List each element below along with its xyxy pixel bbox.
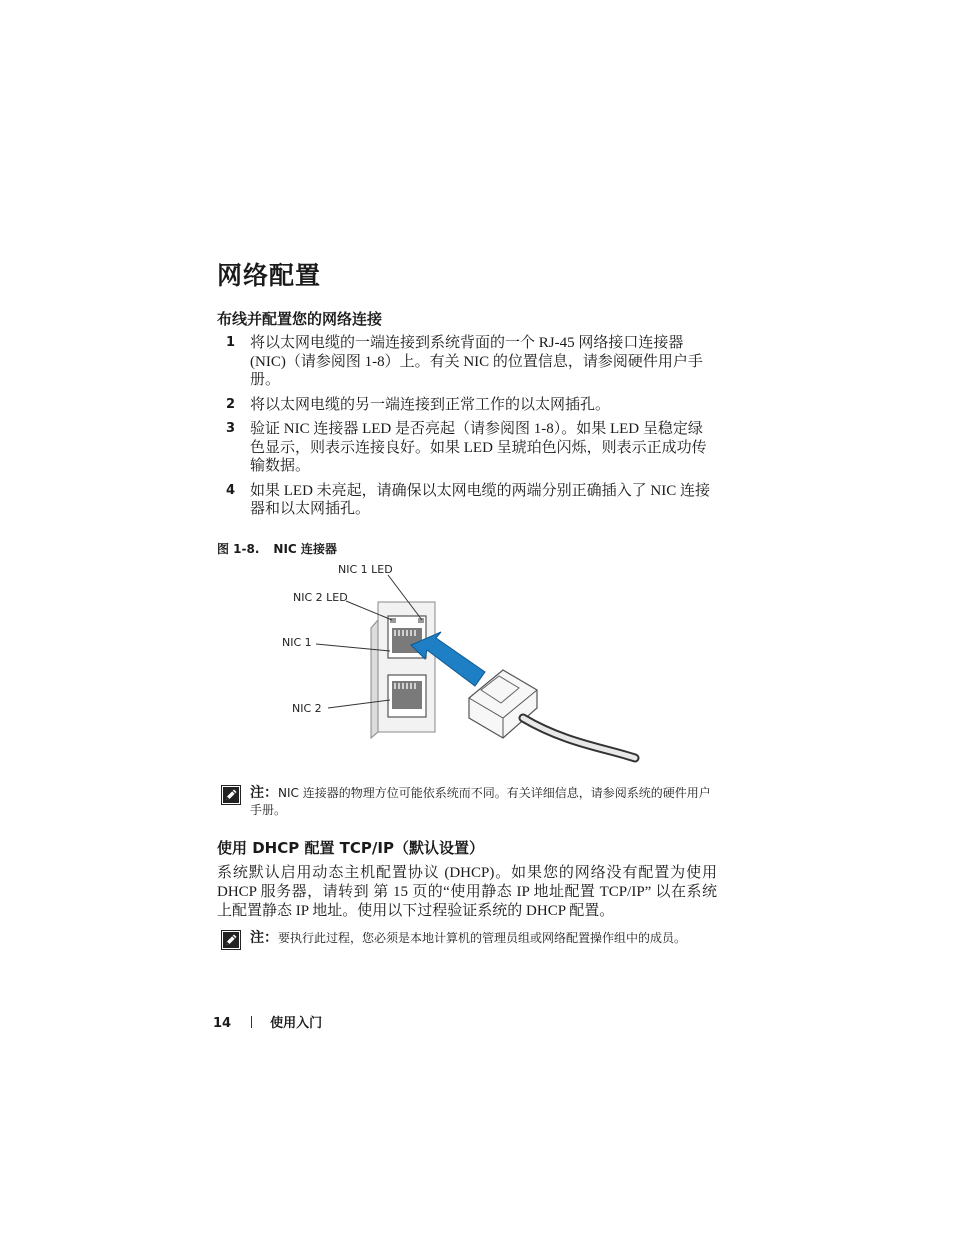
note-body: 要执行此过程，您必须是本地计算机的管理员组或网络配置操作组中的成员。 (278, 931, 687, 945)
note-pencil-icon (221, 930, 241, 950)
step-number: 1 (226, 335, 236, 350)
chapter-title: 使用入门 (270, 1016, 323, 1031)
step-item (217, 334, 717, 390)
step-number: 3 (226, 421, 236, 436)
note-box (221, 930, 721, 970)
note-text (250, 785, 720, 819)
note-label: 注： (250, 930, 278, 946)
figure-number: 图 1-8. (217, 542, 260, 556)
note-box (221, 785, 721, 825)
dhcp-paragraph: 系统默认启用动态主机配置协议 (DHCP)。如果您的网络没有配置为使用 DHCP 服务器，请转到 第 15 页的“使用静态 IP 地址配置 TCP/IP” 以在系统上配置静态 IP 地址。使用以下过程验证系统的 DHCP 配置。 (217, 865, 717, 919)
step-text: 验证 NIC 连接器 LED 是否亮起（请参阅图 1-8）。如果 LED 呈稳定绿色显示，则表示连接良好。如果 LED 呈琥珀色闪烁，则表示正成功传输数据。 (250, 421, 707, 474)
note-pencil-icon (221, 785, 241, 805)
step-text: 将以太网电缆的一端连接到系统背面的一个 RJ-45 网络接口连接器 (NIC)（请参阅图 1-8）上。有关 NIC 的位置信息，请参阅硬件用户手册。 (250, 335, 703, 388)
figure-caption (217, 540, 337, 558)
label-nic1: NIC 1 (282, 636, 312, 649)
step-number: 2 (226, 396, 236, 412)
footer-separator (251, 1016, 252, 1028)
panel-side (371, 620, 378, 738)
page-footer (213, 1015, 322, 1033)
nic2-led-light (390, 618, 396, 623)
page-title: 网络配置 (217, 261, 322, 290)
note-label: 注： (250, 785, 278, 801)
label-nic1-led: NIC 1 LED (338, 563, 393, 576)
note-text (250, 930, 720, 947)
label-nic2: NIC 2 (292, 702, 322, 715)
step-item (217, 396, 717, 415)
step-number: 4 (226, 482, 236, 498)
step-text: 将以太网电缆的另一端连接到正常工作的以太网插孔。 (250, 396, 611, 413)
page-number: 14 (213, 1016, 232, 1031)
step-item (217, 482, 717, 519)
label-nic2-led: NIC 2 LED (293, 591, 348, 604)
section-heading-dhcp: 使用 DHCP 配置 TCP/IP（默认设置） (217, 839, 484, 857)
note-body: NIC 连接器的物理方位可能依系统而不同。有关详细信息，请参阅系统的硬件用户手册。 (250, 786, 711, 817)
nic-connector-diagram (275, 558, 640, 778)
steps-list (217, 334, 717, 525)
step-item (217, 420, 717, 476)
step-text: 如果 LED 未亮起，请确保以太网电缆的两端分别正确插入了 NIC 连接器和以太网插孔。 (250, 482, 710, 517)
figure-title: NIC 连接器 (273, 542, 337, 556)
section-heading-cabling: 布线并配置您的网络连接 (217, 310, 383, 328)
